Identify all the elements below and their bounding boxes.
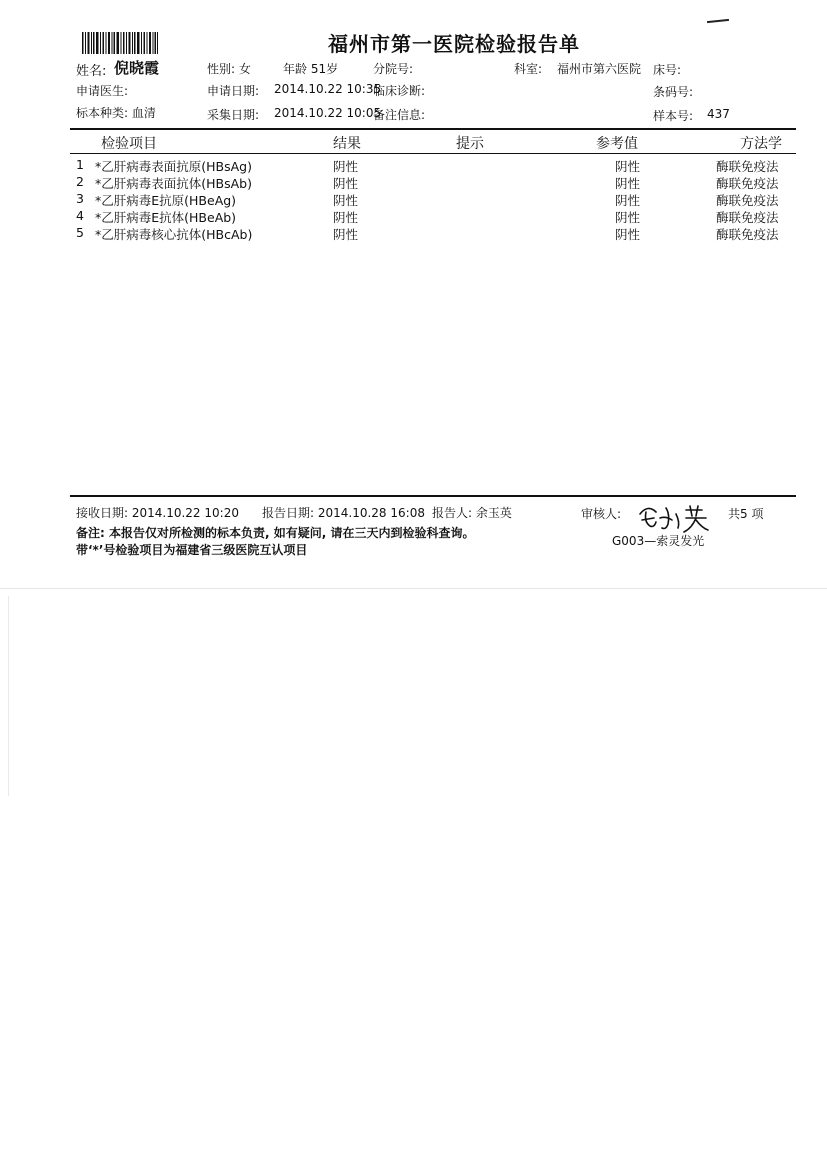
reference-value: 阴性 bbox=[615, 193, 641, 208]
report-title: 福州市第一医院检验报告单 bbox=[328, 32, 580, 56]
specimen-type: 标本种类: 血清 bbox=[76, 106, 156, 120]
footer-rule bbox=[70, 495, 796, 497]
row-number: 5 bbox=[76, 225, 84, 240]
collect-date-label: 采集日期: bbox=[207, 108, 260, 122]
test-result: 阴性 bbox=[333, 159, 359, 174]
scan-mark bbox=[707, 19, 729, 23]
test-method: 酶联免疫法 bbox=[716, 176, 779, 191]
reference-value: 阴性 bbox=[615, 210, 641, 225]
gender: 性别: 女 bbox=[207, 62, 251, 76]
col-header-reference: 参考值 bbox=[596, 136, 638, 152]
col-header-hint: 提示 bbox=[456, 136, 484, 152]
requesting-doctor: 申请医生: bbox=[76, 84, 129, 98]
clinical-diagnosis: 临床诊断: bbox=[373, 84, 426, 98]
age: 年龄 51岁 bbox=[283, 62, 339, 76]
test-result: 阴性 bbox=[333, 176, 359, 191]
row-number: 4 bbox=[76, 208, 84, 223]
receive-date: 接收日期: 2014.10.22 10:20 bbox=[76, 506, 239, 520]
item-total: 共5 项 bbox=[728, 507, 764, 521]
col-header-result: 结果 bbox=[333, 136, 361, 152]
test-result: 阴性 bbox=[333, 227, 359, 242]
branch-number: 分院号: bbox=[373, 62, 414, 76]
mutual-recognition-note: 带‘*’号检验项目为福建省三级医院互认项目 bbox=[76, 543, 308, 557]
scan-edge bbox=[8, 596, 9, 796]
test-result: 阴性 bbox=[333, 210, 359, 225]
test-method: 酶联免疫法 bbox=[716, 227, 779, 242]
test-method: 酶联免疫法 bbox=[716, 210, 779, 225]
sample-number-value: 437 bbox=[707, 107, 730, 121]
sample-number-label: 样本号: bbox=[653, 109, 694, 123]
test-item: *乙肝病毒E抗体(HBeAb) bbox=[95, 210, 237, 225]
name-label: 姓名: bbox=[76, 64, 107, 79]
reporter: 报告人: 余玉英 bbox=[432, 506, 512, 520]
col-header-item: 检验项目 bbox=[101, 136, 157, 152]
apply-date-value: 2014.10.22 10:35 bbox=[274, 82, 382, 96]
test-method: 酶联免疫法 bbox=[716, 159, 779, 174]
collect-date-value: 2014.10.22 10:05 bbox=[274, 106, 382, 120]
reference-value: 阴性 bbox=[615, 227, 641, 242]
row-number: 1 bbox=[76, 157, 84, 172]
page-edge bbox=[0, 588, 827, 589]
disclaimer-note: 备注: 本报告仅对所检测的标本负责, 如有疑问, 请在三天内到检验科查询。 bbox=[76, 526, 475, 540]
reference-value: 阴性 bbox=[615, 176, 641, 191]
remark-info: 备注信息: bbox=[373, 108, 426, 122]
reviewer-signature bbox=[636, 500, 716, 536]
test-result: 阴性 bbox=[333, 193, 359, 208]
bed-number: 床号: bbox=[653, 63, 682, 77]
table-header-rule bbox=[70, 153, 796, 154]
test-item: *乙肝病毒E抗原(HBeAg) bbox=[95, 193, 237, 208]
barcode-number-label: 条码号: bbox=[653, 85, 694, 99]
row-number: 2 bbox=[76, 174, 84, 189]
col-header-method: 方法学 bbox=[740, 136, 782, 152]
report-date: 报告日期: 2014.10.28 16:08 bbox=[262, 506, 425, 520]
test-method: 酶联免疫法 bbox=[716, 193, 779, 208]
barcode-icon bbox=[82, 32, 158, 54]
reviewer-label: 审核人: bbox=[581, 507, 622, 521]
patient-name: 倪晓霞 bbox=[114, 59, 160, 77]
table-top-rule bbox=[70, 128, 796, 130]
test-item: *乙肝病毒核心抗体(HBcAb) bbox=[95, 227, 253, 242]
department-label: 科室: bbox=[514, 62, 543, 76]
test-item: *乙肝病毒表面抗原(HBsAg) bbox=[95, 159, 252, 174]
apply-date-label: 申请日期: bbox=[207, 84, 260, 98]
reviewer-code: G003—索灵发光 bbox=[612, 534, 705, 548]
department-value: 福州市第六医院 bbox=[557, 62, 642, 76]
reference-value: 阴性 bbox=[615, 159, 641, 174]
row-number: 3 bbox=[76, 191, 84, 206]
test-item: *乙肝病毒表面抗体(HBsAb) bbox=[95, 176, 252, 191]
